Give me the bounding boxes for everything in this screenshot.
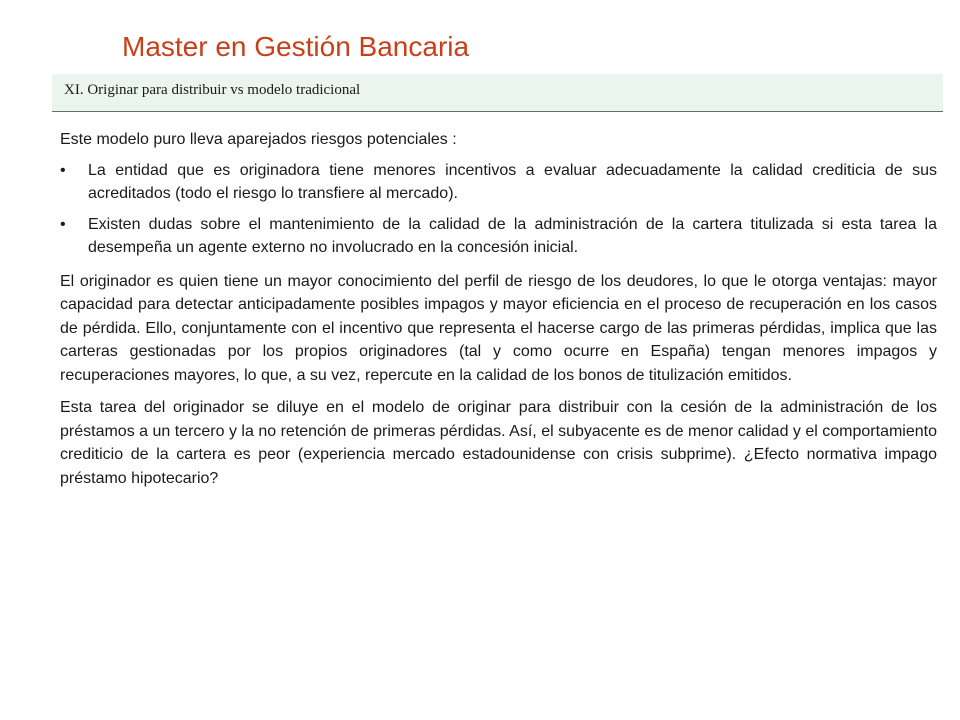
risk-bullet-list [60,159,937,260]
slide-title: Master en Gestión Bancaria [122,31,470,62]
intro-text: Este modelo puro lleva aparejados riesgos potenciales : [60,131,457,148]
paragraph-distribution: Esta tarea del originador se diluye en el modelo de originar para distribuir con la cesión de la administración de los préstamos a un tercero y la no retención de primeras pérdidas. Así, el subyacente es de menor calidad y el comportamiento crediticio de la cartera es peor (experiencia mercado estadounidense con crisis subprime). ¿Efecto normativa impago préstamo hipotecario? [60,399,937,487]
bullet-marker: • [60,161,66,179]
slide-body [60,128,937,499]
section-label: XI. Originar para distribuir vs modelo tradicional [64,82,361,98]
bullet-text: Existen dudas sobre el mantenimiento de la calidad de la administración de la cartera titulizada si esta tarea la desempeña un agente externo no involucrado en la concesión inicial. [88,215,937,256]
bullet-text: La entidad que es originadora tiene menores incentivos a evaluar adecuadamente la calidad crediticia de sus acreditados (todo el riesgo lo transfiere al mercado). [88,161,937,202]
bullet-marker: • [60,215,66,233]
paragraph-originator: El originador es quien tiene un mayor conocimiento del perfil de riesgo de los deudores, lo que le otorga ventajas: mayor capacidad para detectar anticipadamente posibles impagos y mayor eficiencia en el proceso de recuperación en los casos de pérdida. Ello, conjuntamente con el incentivo que representa el hacerse cargo de las primeras pérdidas, implica que las carteras gestionadas por los propios originadores (tal y como ocurre en España) tengan menores impagos y recuperaciones mayores, lo que, a su vez, repercute en la calidad de los bonos de titulización emitidos. [60,272,937,384]
bullet-item [60,213,937,260]
section-header-bar [52,74,943,112]
bullet-item [60,159,937,206]
